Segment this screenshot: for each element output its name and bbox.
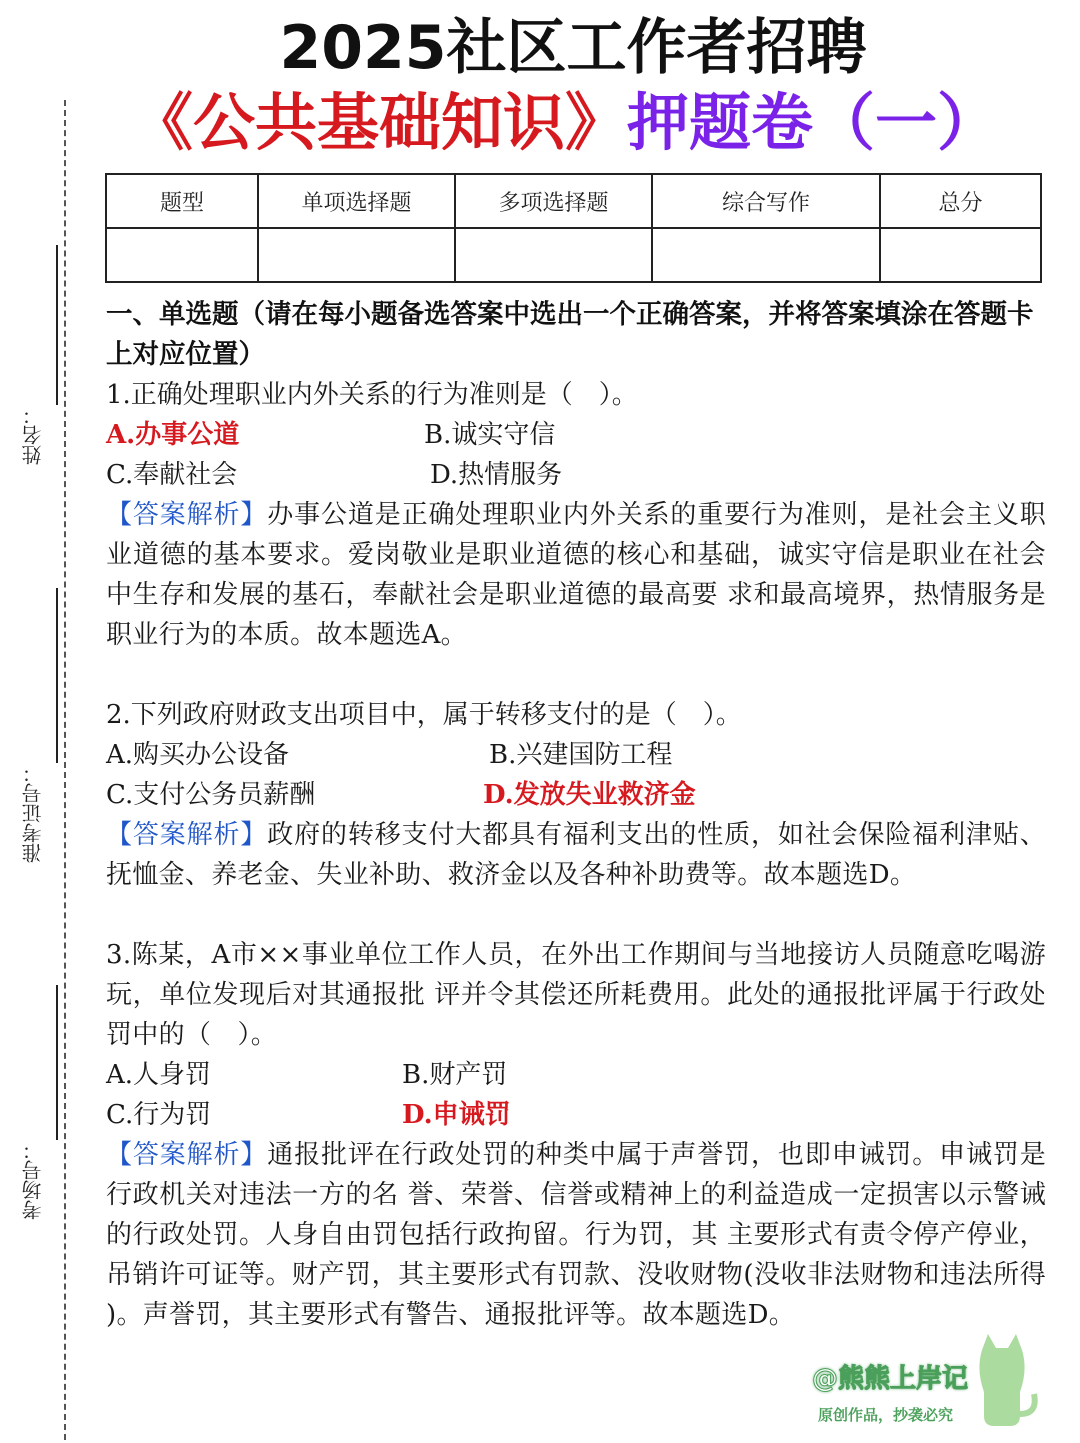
option-c: C.支付公务员薪酬 bbox=[106, 780, 316, 810]
question-2 bbox=[106, 695, 1046, 895]
option-d: D.热情服务 bbox=[430, 460, 563, 490]
score-table-score-row bbox=[106, 228, 1041, 282]
option-row bbox=[106, 775, 1046, 815]
binding-dashed-line bbox=[64, 100, 66, 1440]
room-number-field[interactable] bbox=[18, 985, 58, 1225]
explanation-tag: 【答案解析】 bbox=[106, 1140, 268, 1170]
ticket-underline bbox=[56, 588, 58, 763]
name-field[interactable] bbox=[18, 245, 58, 470]
question-content bbox=[106, 295, 1046, 1335]
question-stem: 2.下列政府财政支出项目中，属于转移支付的是（ ）。 bbox=[106, 700, 742, 730]
room-label: 考场号： bbox=[21, 1140, 45, 1220]
score-header-single: 单项选择题 bbox=[258, 174, 455, 228]
option-row bbox=[106, 735, 1046, 775]
explanation-text: 政府的转移支付大都具有福利支出的性质，如社会保险福利津贴、抚恤金、养老金、失业补助、救济金以及各种补助费等。故本题选D。 bbox=[106, 820, 1046, 890]
score-cell[interactable] bbox=[106, 228, 258, 282]
option-b: B.诚实守信 bbox=[424, 420, 556, 450]
score-cell[interactable] bbox=[880, 228, 1041, 282]
cat-icon bbox=[962, 1330, 1042, 1430]
question-stem: 3.陈某，A市××事业单位工作人员，在外出工作期间与当地接访人员随意吃喝游玩，单位发现后对其通报批 评并令其偿还所耗费用。此处的通报批评属于行政处罚中的（ ）。 bbox=[106, 940, 1046, 1050]
watermark bbox=[812, 1330, 1052, 1430]
explanation-tag: 【答案解析】 bbox=[106, 500, 268, 530]
answer-explanation bbox=[106, 495, 1046, 655]
score-cell[interactable] bbox=[258, 228, 455, 282]
score-header-total: 总分 bbox=[880, 174, 1041, 228]
subtitle-subject: 《公共基础知识》 bbox=[130, 86, 627, 159]
score-table-header-row bbox=[106, 174, 1041, 228]
question-1 bbox=[106, 375, 1046, 655]
score-header-writing: 综合写作 bbox=[652, 174, 880, 228]
score-cell[interactable] bbox=[455, 228, 652, 282]
score-header-type: 题型 bbox=[106, 174, 258, 228]
option-d-correct: D.发放失业救济金 bbox=[483, 780, 696, 810]
name-label: 姓名： bbox=[21, 405, 45, 465]
question-3 bbox=[106, 935, 1046, 1335]
subtitle-paper: 押题卷（一） bbox=[627, 86, 1000, 159]
option-row bbox=[106, 1055, 1046, 1095]
option-a-correct: A.办事公道 bbox=[106, 420, 240, 450]
watermark-author: @熊熊上岸记 bbox=[812, 1364, 969, 1394]
ticket-label: 准考证号： bbox=[21, 763, 45, 863]
option-row bbox=[106, 455, 1046, 495]
explanation-tag: 【答案解析】 bbox=[106, 820, 268, 850]
ticket-number-field[interactable] bbox=[18, 588, 58, 878]
option-row bbox=[106, 1095, 1046, 1135]
page-title: 2025社区工作者招聘 bbox=[279, 13, 867, 83]
score-table bbox=[105, 173, 1042, 283]
option-a: A.人身罚 bbox=[106, 1060, 212, 1090]
question-stem: 1.正确处理职业内外关系的行为准则是（ ）。 bbox=[106, 380, 638, 410]
option-b: B.兴建国防工程 bbox=[489, 740, 673, 770]
section-heading: 一、单选题（请在每小题备选答案中选出一个正确答案，并将答案填涂在答题卡上对应位置） bbox=[106, 299, 1034, 370]
explanation-text: 办事公道是正确处理职业内外关系的重要行为准则，是社会主义职业道德的基本要求。爱岗敬业是职业道德的核心和基础，诚实守信是职业在社会中生存和发展的基石，奉献社会是职业道德的最高要 求和最高境界，热情服务是职业行为的本质。故本题选A。 bbox=[106, 500, 1046, 650]
score-header-multi: 多项选择题 bbox=[455, 174, 652, 228]
option-d-correct: D.申诫罚 bbox=[402, 1100, 511, 1130]
answer-explanation bbox=[106, 1135, 1046, 1335]
room-underline bbox=[56, 985, 58, 1140]
watermark-notice: 原创作品，抄袭必究 bbox=[818, 1406, 954, 1424]
option-c: C.行为罚 bbox=[106, 1100, 212, 1130]
score-cell[interactable] bbox=[652, 228, 880, 282]
answer-explanation bbox=[106, 815, 1046, 895]
option-row bbox=[106, 415, 1046, 455]
explanation-text: 通报批评在行政处罚的种类中属于声誉罚，也即申诫罚。申诫罚是行政机关对违法一方的名 誉、荣誉、信誉或精神上的利益造成一定损害以示警诫的行政处罚。人身自由罚包括行政拘留。行为罚，其 主要形式有责令停产停业，吊销许可证等。财产罚，其主要形式有罚款、没收财物(没收非法财物和违法所得 )。声誉罚，其主要形式有警告、通报批评等。故本题选D。 bbox=[106, 1140, 1046, 1330]
name-underline bbox=[56, 245, 58, 405]
option-c: C.奉献社会 bbox=[106, 460, 238, 490]
option-a: A.购买办公设备 bbox=[106, 740, 290, 770]
page-subtitle bbox=[0, 86, 1080, 160]
option-b: B.财产罚 bbox=[402, 1060, 508, 1090]
